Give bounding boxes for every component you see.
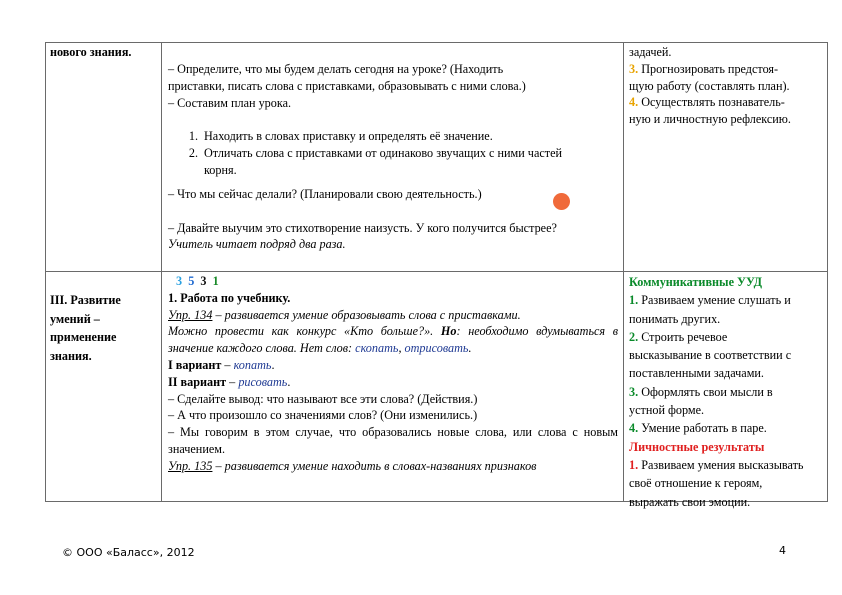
activity-cell-row1 <box>168 61 618 253</box>
teacher-note: Учитель читает подряд два раза. <box>168 237 346 252</box>
text-line: выражать свои эмоции. <box>629 494 751 509</box>
stage-text: нового знания. <box>50 45 132 59</box>
question-line: – Что мы сейчас делали? (Планировали свою деятельность.) <box>168 186 482 201</box>
uud-cell-row2 <box>629 273 825 511</box>
variant-1: I вариант – копать. <box>168 357 275 372</box>
table-border-right <box>827 42 828 502</box>
stage-cell-row1 <box>50 44 158 61</box>
work-title: 1. Работа по учебнику. <box>168 290 291 305</box>
row-divider <box>45 271 828 272</box>
text-line: – Определите, что мы будем делать сегодня на уроке? (Находить <box>168 62 504 76</box>
variant-2: II вариант – рисовать. <box>168 374 291 389</box>
text-line: – Составим план урока. <box>168 95 292 110</box>
text-line: высказывание в соответствии с <box>629 348 792 363</box>
grade-marks: 3 5 3 1 <box>176 274 219 288</box>
uud-item: 3. Оформлять свои мысли в <box>629 384 773 399</box>
stage-text: применение <box>50 330 117 344</box>
exercise-134: Упр. 134 – развивается умение образовывать слова с приставками. <box>168 307 521 322</box>
exercise-135: Упр. 135 – развивается умение находить в словах-названиях признаков <box>168 458 537 473</box>
stage-text: знания. <box>50 348 92 363</box>
text-line: ную и личностную рефлексию. <box>629 112 791 127</box>
uud-heading: Коммуникативные УУД <box>629 275 763 289</box>
list-item: корня. <box>204 162 237 177</box>
uud-item: 2. Строить речевое <box>629 329 728 344</box>
stage-text: III. Развитие <box>50 293 121 307</box>
orange-circle-marker <box>553 193 570 210</box>
stage-cell-row2 <box>50 291 158 365</box>
list-item: 1. Находить в словах приставку и определять её значение. <box>188 129 493 144</box>
lesson-table <box>45 42 828 509</box>
text-line: задачей. <box>629 45 672 59</box>
page-number: 4 <box>779 544 786 557</box>
list-item: 2. Отличать слова с приставками от одинаково звучащих с ними частей <box>188 146 563 161</box>
lesson-plan-list <box>168 128 618 178</box>
uud-cell-row1 <box>629 44 825 128</box>
text-line: щую работу (составлять план). <box>629 78 790 93</box>
dialog-line: – Сделайте вывод: что называют все эти слова? (Действия.) <box>168 391 478 406</box>
dialog-line: – Мы говорим в этом случае, что образовались новые слова, или слова с новым значением. <box>168 425 618 456</box>
table-border-left <box>45 42 46 502</box>
contest-note: Можно провести как конкурс «Кто больше?». Но: необходимо вдумываться в значение каждого слова. Нет слов: скопать, отрисовать. <box>168 324 619 356</box>
uud-item: 1. Развиваем умение слушать и <box>629 293 791 308</box>
copyright-footer: © ООО «Баласс», 2012 <box>62 546 195 559</box>
column-divider-1 <box>161 42 162 502</box>
text-line: понимать других. <box>629 311 721 326</box>
activity-cell-row2 <box>168 273 618 475</box>
text-line: приставки, писать слова с приставками, образовывать с ними слова.) <box>168 78 526 93</box>
text-line: поставленными задачами. <box>629 366 764 381</box>
table-border-top <box>45 42 828 43</box>
uud-item: 1. Развиваем умения высказывать <box>629 457 804 472</box>
uud-item: 4. Осуществлять познаватель- <box>629 95 785 110</box>
uud-item: 3. Прогнозировать предстоя- <box>629 61 779 76</box>
text-line: устной форме. <box>629 403 705 418</box>
personal-heading: Личностные результаты <box>629 439 765 454</box>
dialog-line: – А что произошло со значениями слов? (Они изменились.) <box>168 408 478 423</box>
stage-text: умений – <box>50 311 100 326</box>
uud-item: 4. Умение работать в паре. <box>629 421 767 436</box>
column-divider-2 <box>623 42 624 502</box>
text-line: своё отношение к героям, <box>629 476 763 491</box>
question-line: – Давайте выучим это стихотворение наизусть. У кого получится быстрее? <box>168 220 557 235</box>
